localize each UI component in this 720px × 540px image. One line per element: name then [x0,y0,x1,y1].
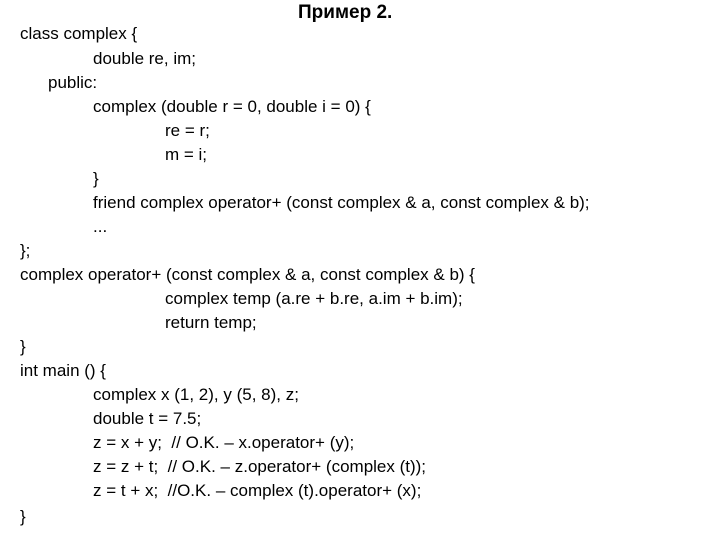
code-line: z = z + t; // O.K. – z.operator+ (complex (t)); [93,457,427,476]
code-line: complex temp (a.re + b.re, a.im + b.im); [165,289,463,308]
slide-title: Пример 2. [298,2,393,23]
code-line: double t = 7.5; [93,409,202,428]
code-line: z = t + x; //O.K. – complex (t).operator+ (x); [93,481,422,500]
code-line: double re, im; [93,49,196,68]
code-line: int main () { [20,361,106,380]
code-line: m = i; [165,145,208,164]
code-line: }; [20,241,31,260]
code-line: re = r; [165,121,210,140]
code-line: return temp; [165,313,257,332]
code-line: class complex { [20,24,138,43]
code-line: ... [93,217,108,236]
code-line: complex operator+ (const complex & a, const complex & b) { [20,265,475,284]
code-line: } [20,507,26,526]
code-line: friend complex operator+ (const complex & a, const complex & b); [93,193,590,212]
code-line: } [20,337,26,356]
code-line: complex x (1, 2), y (5, 8), z; [93,385,299,404]
code-line: } [93,169,99,188]
code-line: complex (double r = 0, double i = 0) { [93,97,371,116]
code-line: public: [48,73,98,92]
code-line: z = x + y; // O.K. – x.operator+ (y); [93,433,355,452]
